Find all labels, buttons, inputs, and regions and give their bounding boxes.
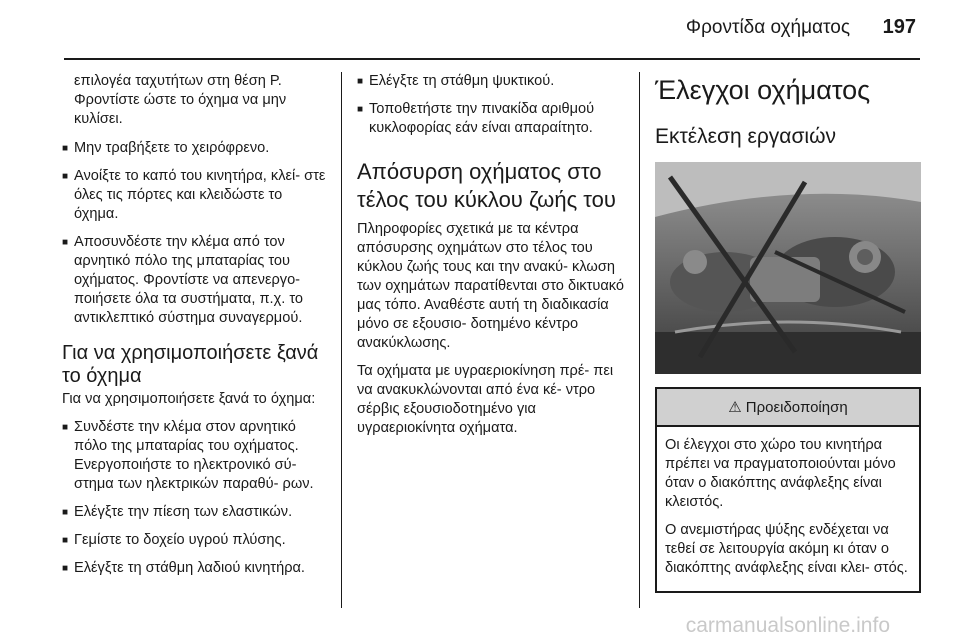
list-item: ■ Ελέγξτε τη στάθμη ψυκτικού. — [357, 72, 627, 91]
list-item: ■ Συνδέστε την κλέμα στον αρνητικό πόλο της μπαταρίας του οχήματος. Ενεργοποιήστε το ηλεκτρονικό σύ- στημα των ηλεκτρικών παραθύ- ρων. — [62, 418, 330, 494]
intro-paragraph: επιλογέα ταχυτήτων στη θέση P. Φροντίστε ώστε το όχημα να μην κυλίσει. — [74, 73, 287, 127]
reuse-steps-list — [62, 418, 330, 578]
list-item: ■ Αποσυνδέστε την κλέμα από τον αρνητικό πόλο της μπαταρίας του οχήματος. Φροντίστε να απενεργο- ποιήσετε όλα τα συστήματα, π.χ. το αντικλεπτικό σύστημα συναγερμού. — [62, 233, 330, 328]
section-heading: Απόσυρση οχήματος στο τέλος του κύκλου ζωής του — [357, 159, 616, 212]
section-title: Φροντίδα οχήματος — [685, 17, 850, 38]
section-heading: Εκτέλεση εργασιών — [655, 125, 836, 148]
column-divider-2 — [639, 72, 640, 608]
page-number: 197 — [882, 16, 916, 38]
warning-header — [657, 389, 919, 427]
continued-list — [357, 72, 627, 138]
storage-steps-list — [62, 139, 330, 328]
engine-bay-photo — [655, 162, 921, 374]
list-item: ■ Μην τραβήξετε το χειρόφρενο. — [62, 139, 330, 158]
column-1 — [62, 72, 330, 587]
warning-box — [655, 387, 921, 593]
warning-paragraph: Οι έλεγχοι στο χώρο του κινητήρα πρέπει να πραγματοποιούνται μόνο όταν ο διακόπτης ανάφλεξης είναι κλειστός. — [665, 437, 896, 510]
paragraph: Τα οχήματα με υγραεριοκίνηση πρέ- πει να ανακυκλώνονται από ένα κέ- ντρο σέρβις εξουσιοδοτημένο για υγραεριοκίνητα οχήματα. — [357, 363, 614, 436]
list-item: ■ Τοποθετήστε την πινακίδα αριθμού κυκλοφορίας εάν είναι απαραίτητο. — [357, 100, 627, 138]
warning-body — [657, 427, 919, 591]
list-item: ■ Ελέγξτε τη στάθμη λαδιού κινητήρα. — [62, 559, 330, 578]
warning-title: Προειδοποίηση — [745, 398, 848, 416]
watermark: carmanualsonline.info — [685, 614, 890, 637]
header-divider — [64, 58, 920, 60]
paragraph: Πληροφορίες σχετικά με τα κέντρα απόσυρσης οχημάτων στο τέλος του κύκλου ζωής τους και την ανακύ- κλωση των οχημάτων παρατίθενται στο δικτυακό μας τόπο. Αναθέστε αυτή τη διαδικασία μόνο σε εξουσιο- δοτημένο κέντρο ανακύκλωσης. — [357, 221, 625, 351]
list-item: ■ Ελέγξτε την πίεση των ελαστικών. — [62, 503, 330, 522]
paragraph: Για να χρησιμοποιήσετε ξανά το όχημα: — [62, 391, 316, 407]
column-3 — [655, 74, 921, 593]
engine-bay-illustration — [655, 162, 921, 374]
warning-icon: ⚠ — [728, 398, 742, 416]
list-item: ■ Γεμίστε το δοχείο υγρού πλύσης. — [62, 531, 330, 550]
page-header — [0, 0, 960, 56]
warning-paragraph: Ο ανεμιστήρας ψύξης ενδέχεται να τεθεί σε λειτουργία ακόμη κι όταν ο διακόπτης ανάφλεξης είναι κλει- στός. — [665, 522, 908, 576]
section-heading: Για να χρησιμοποιήσετε ξανά το όχημα — [62, 342, 319, 387]
column-2 — [357, 72, 627, 447]
list-item: ■ Ανοίξτε το καπό του κινητήρα, κλεί- στε όλες τις πόρτες και κλειδώστε το όχημα. — [62, 167, 330, 224]
chapter-title: Έλεγχοι οχήματος — [655, 75, 871, 105]
column-divider-1 — [341, 72, 342, 608]
